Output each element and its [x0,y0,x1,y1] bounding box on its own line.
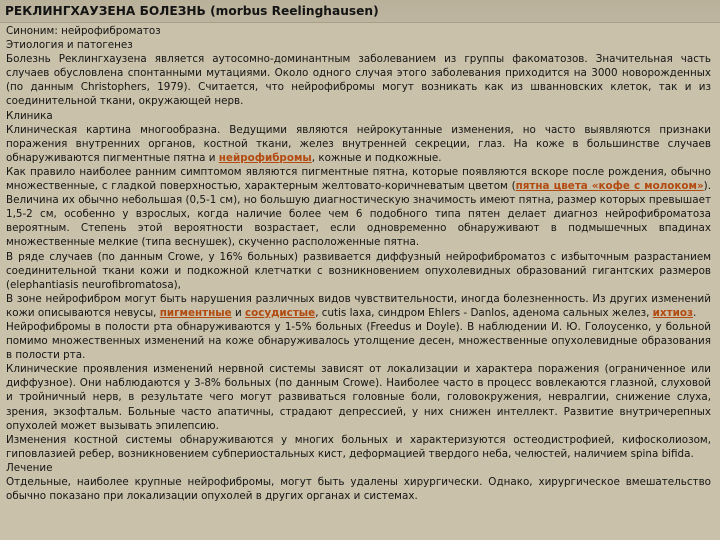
link-pigmented-nevi[interactable]: пигментные [159,306,232,319]
article-body [0,23,720,503]
document-title: РЕКЛИНГХАУЗЕНА БОЛЕЗНЬ (morbus Reelinghausen) [0,0,720,23]
paragraph-treatment: Отдельные, наиболее крупные нейрофибромы, могут быть удалены хирургически. Однако, хирургическое вмешательство обычно показано при локализации опухолей в других органах и системах. [6,476,711,503]
text: ). Величина их обычно небольшая (0,5-1 см), но большую диагностическую значимость имеют пятна, размер которых превышает 1,5-2 см, особенно у взрослых, когда наличие более чем 6 подобного типа пятен делает диагноз нейрофиброматоза вероятным. Степень этой вероятности возрастает, если одновременно обнаруживают в подмышечных впадинах множественные мелкие (типа веснушек), скученно расположенные пятна. [6,180,711,249]
paragraph-bone-system: Изменения костной системы обнаруживаются у многих больных и характеризуются остеодистрофией, кифосколиозом, гиповлазией ребер, возникновением субпериостальных кист, деформацией твердого неба, челюстей, наличием spina bifida. [6,433,711,460]
paragraph-clinical-picture [6,123,711,165]
synonym-line: Синоним: нейрофиброматоз [6,25,161,37]
link-cafe-au-lait-spots[interactable]: пятна цвета «кофе с молоком» [515,180,704,193]
link-vascular-nevi[interactable]: сосудистые [244,306,316,319]
paragraph-etiology: Болезнь Реклингхаузена является аутосомно-доминантным заболеванием из группы факоматозов. Значительная часть случаев обусловлена спонтанными мутациями. Около одного случая этого заболевания приходится на 3000 новорожденных (по данным Christophers, 1979). Считается, что нейрофибромы могут возникать как из шванновских клеток, так и из соединительной ткани, окружающей нерв. [6,53,711,108]
text: В зоне нейрофибром могут быть нарушения различных видов чувствительности, иногда болезненность. Из других изменений кожи описываются невусы, [6,292,711,319]
text: , кожные и подкожные. [311,151,442,164]
link-neurofibromas[interactable]: нейрофибромы [218,151,312,164]
text: . [692,306,697,319]
paragraph-oral-cavity: Нейрофибромы в полости рта обнаруживаются у 1-5% больных (Freedus и Doyle). В наблюдении И. Ю. Голоусенко, у больной помимо множественных изменений на коже обнаруживалось утолщение десен, множественные опухолевидные образования в полости рта. [6,320,711,362]
text: Как правило наиболее ранним симптомом являются пигментные пятна, которые появляются вскоре после рождения, обычно множественные, с гладкой поверхностью, характерным желтовато-коричневатым цветом ( [6,165,711,193]
paragraph-diffuse-neurofibromatosis: В ряде случаев (по данным Crowe, у 16% больных) развивается диффузный нейрофиброматоз с избыточным разрастанием соединительной ткани кожи и подкожной клетчатки с возникновением опухолевидных образований гигантских размеров (elephantiasis neurofibromatosa), [6,250,711,291]
paragraph-skin-changes [6,292,711,320]
text: и [231,306,245,319]
section-heading-clinic: Клиника [6,109,53,122]
text: , cutis laxa, синдром Ehlers - Danlos, аденома сальных желез, [315,306,653,319]
paragraph-pigment-spots [6,165,711,250]
text: Клиническая картина многообразна. Ведущими являются нейрокутанные изменения, но часто выявляются признаки поражения внутренних органов, костной ткани, желез внутренней секреции, глаз. На коже в большинстве случаев обнаруживаются пигментные пятна и [6,123,711,164]
section-heading-etiology: Этиология и патогенез [6,39,133,52]
paragraph-nervous-system: Клинические проявления изменений нервной системы зависят от локализации и характера поражения (ограниченное или диффузное). Они наблюдаются у 3-8% больных (по данным Crowe). Наиболее часто в процесс вовлекаются глазной, слуховой и тройничный нерв, в результате чего могут развиваться головные боли, головокружения, невралгии, снижение слуха, зрения, экзофтальм. Больные часто апатичны, страдают депрессией, у них снижен интеллект. Развитие внутричерепных опухолей может вызывать эпилепсию. [6,363,711,432]
link-ichthyosis[interactable]: ихтиоз [652,306,693,319]
section-heading-treatment: Лечение [6,461,53,474]
